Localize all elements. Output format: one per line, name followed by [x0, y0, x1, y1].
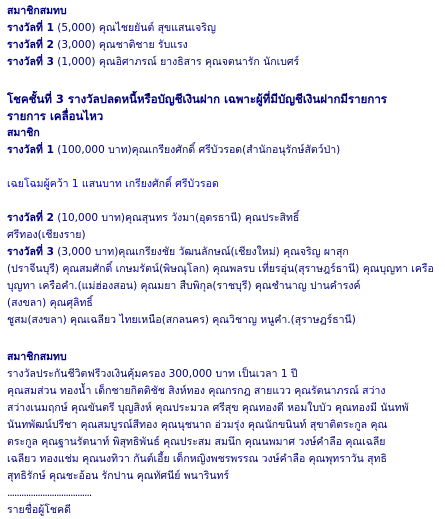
prize-winner-text: (100,000 บาท)คุณเกรียงศักดิ์ ศรีบัวรอด(สำนักอนุรักษ์สัตว์ป่า) [53, 144, 341, 156]
prize-line-continued: บุญทา เครือคำ.(แม่ฮ่องสอน) คุณมยา สืบพิกุล(ราชบุรี) คุณชำนาญ ปานคำรงค์ [7, 280, 361, 292]
prize-label: รางวัลที่ 2 [7, 212, 54, 224]
section-subheading-members: สมาชิก [7, 127, 40, 139]
body-line: สุทธิรักษ์ คุณชะอ้อน รักปาน คุณทัศนีย์ พนารินทร์ [7, 470, 230, 482]
body-line: ตระกูล คุณฐานรัตนาท์ พิสุทธิพันธ์ คุณประสม สมนึก คุณนพมาศ วงษ์คำลือ คุณเฉลีย [7, 436, 386, 448]
section-title-continued: รายการ เคลื่อนไหว [7, 109, 104, 123]
prize-label: รางวัลที่ 2 [7, 39, 54, 51]
dotted-separator: .................................... [7, 487, 92, 499]
body-line: สว่างเนมฤกษ์ คุณขันตรี บุญสิงห์ คุณประมวล ศรีสุข คุณทองดี หอมใบบัว คุณทองมี นันทพั [7, 402, 409, 414]
prize-label: รางวัลที่ 3 [7, 246, 54, 258]
body-line: นันทพัฒน์ปรีชา คุณสมบูรณ์สีทอง คุณนุชนาถ อ่วมรุ่ง คุณนักขนินท์ สุขาติตระกูล คุณ [7, 419, 388, 431]
section-title-debt-relief: โชคชั้นที่ 3 รางวัลปลดหนี้หรือบัญชีเงินฝาก เฉพาะผู้ที่มีบัญชีเงินฝากมีรายการ [7, 92, 387, 106]
prize-label: รางวัลที่ 1 [7, 22, 54, 34]
prize-line-3 [7, 54, 441, 71]
footer-caption: รายชื่อผู้โชคดี [7, 504, 71, 516]
section-heading-associate-members: สมาชิกสมทบ [7, 351, 67, 363]
spacer [7, 159, 441, 176]
prize-line-continued: ศรีทอง(เชียงราย) [7, 229, 86, 241]
spacer [7, 193, 441, 210]
body-line: รางวัลประกันชีวิตฟรีวงเงินคุ้มครอง 300,000 บาท เป็นเวลา 1 ปี [7, 368, 298, 380]
spacer [7, 71, 441, 91]
section-heading-associate-members: สมาชิกสมทบ [7, 5, 67, 17]
prize-announcement [7, 3, 441, 519]
prize-line-1 [7, 20, 441, 37]
body-line: คุณสมส่วน ทองน้ำ เด็กชายกิตติชัช สิงห์ทอง คุณกรกฎ สายแวว คุณรัตนาภรณ์ สว่าง [7, 385, 386, 397]
prize-winner-text: (10,000 บาท)คุณสุนทร วังมา(อุดรธานี) คุณประสิทธิ์ [53, 212, 300, 224]
prize-winner-text: (3,000 บาท)คุณเกรียงชัย วัฒนลักษณ์(เชียงใหม่) คุณจริญ ผาสุก [53, 246, 349, 258]
prize-line-3 [7, 244, 441, 261]
prize-winner-text: (3,000) คุณชาติชาย รับแรง [53, 39, 188, 51]
prize-winner-text: (5,000) คุณไชยยันต์ สุขแสนเจริญ [53, 22, 216, 34]
prize-line-2 [7, 37, 441, 54]
spacer [7, 329, 441, 349]
prize-line-2 [7, 210, 441, 227]
prize-line-continued: (สงขลา) คุณศุลิทธิ์ [7, 297, 93, 309]
highlight-note: เฉยโฉมผู้คว้า 1 แสนบาท เกรียงศักดิ์ ศรีบัวรอด [7, 178, 219, 190]
prize-label: รางวัลที่ 3 [7, 56, 54, 68]
prize-winner-text: (1,000) คุณอิศาภรณ์ ยางธิสาร คุณจตนารัก นักเบศร์ [53, 56, 300, 68]
body-line: เฉลียว ทองแช่ม คุณนงทิวา กันต์เอี้ย เด็กหญิงพชรพรรณ วงษ์คำลือ คุณพุทราวัน สุทธิ [7, 453, 387, 465]
prize-line-continued: (ปราจีนบุรี) คุณสมศักดิ์ เกษมรัตน์(พิษณุโลก) คุณพลรบ เที่ยรอุ่น(สุราษฎร์ธานี) คุณบุญทา เครือ [7, 263, 434, 275]
prize-label: รางวัลที่ 1 [7, 144, 54, 156]
prize-line-1 [7, 142, 441, 159]
prize-line-continued: ชูสม(สงขลา) คุณเฉลียว ไทยเหนือ(สกลนคร) คุณวิชาญ หนูคำ.(สุราษฎร์ธานี) [7, 314, 356, 326]
